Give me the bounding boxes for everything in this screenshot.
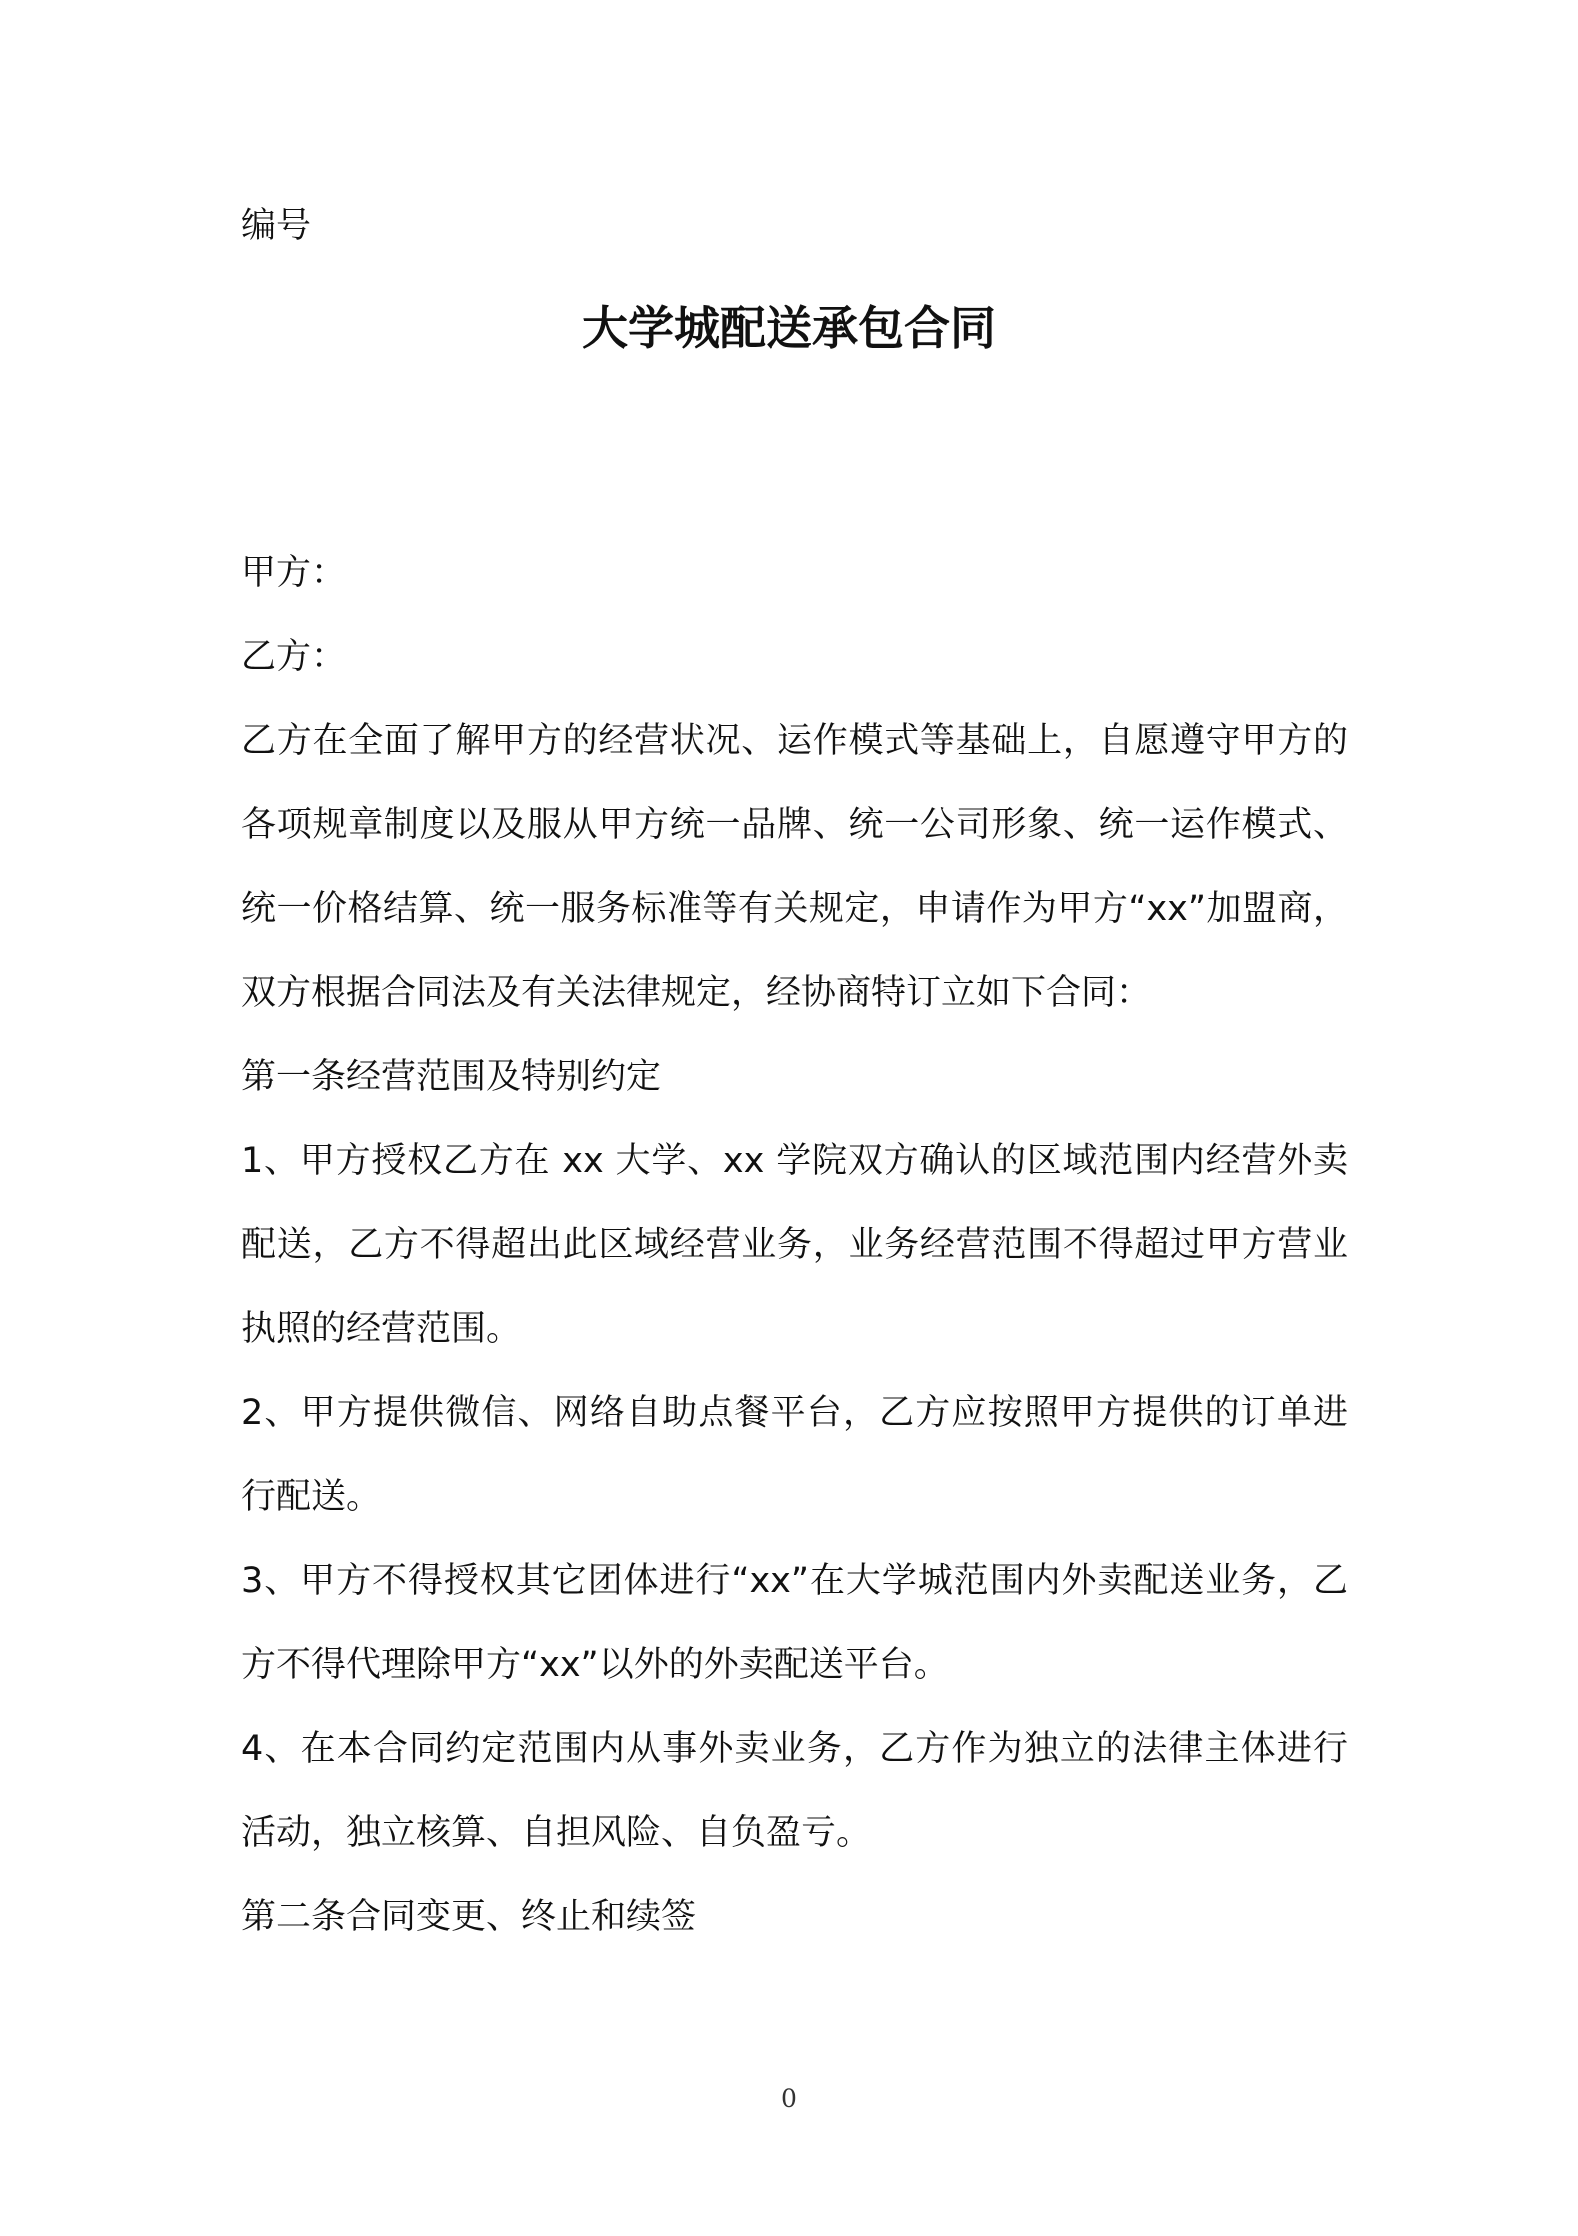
document-number-label: 编号 (241, 206, 312, 246)
page-number: 0 (781, 2084, 797, 2113)
article-1-clause-1: 1、甲方授权乙方在 xx 大学、xx 学院双方确认的区域范围内经营外卖配送，乙方不得超出此区域经营业务，业务经营范围不得超过甲方营业执照的经营范围。 (241, 1141, 1348, 1349)
document-title: 大学城配送承包合同 (582, 301, 996, 355)
party-b-line: 乙方： (241, 637, 347, 677)
article-1-heading: 第一条经营范围及特别约定 (241, 1057, 662, 1097)
preamble-paragraph: 乙方在全面了解甲方的经营状况、运作模式等基础上，自愿遵守甲方的各项规章制度以及服从甲方统一品牌、统一公司形象、统一运作模式、统一价格结算、统一服务标准等有关规定，申请作为甲方“xx”加盟商，双方根据合同法及有关法律规定，经协商特订立如下合同： (241, 721, 1348, 1013)
contract-body (241, 531, 1348, 1959)
article-2-heading: 第二条合同变更、终止和续签 (241, 1897, 697, 1937)
article-1-clause-3: 3、甲方不得授权其它团体进行“xx”在大学城范围内外卖配送业务，乙方不得代理除甲方“xx”以外的外卖配送平台。 (241, 1561, 1348, 1685)
article-1-clause-4: 4、在本合同约定范围内从事外卖业务，乙方作为独立的法律主体进行活动，独立核算、自担风险、自负盈亏。 (241, 1729, 1348, 1853)
party-a-line: 甲方： (241, 553, 347, 593)
article-1-clause-2: 2、甲方提供微信、网络自助点餐平台，乙方应按照甲方提供的订单进行配送。 (241, 1393, 1348, 1517)
